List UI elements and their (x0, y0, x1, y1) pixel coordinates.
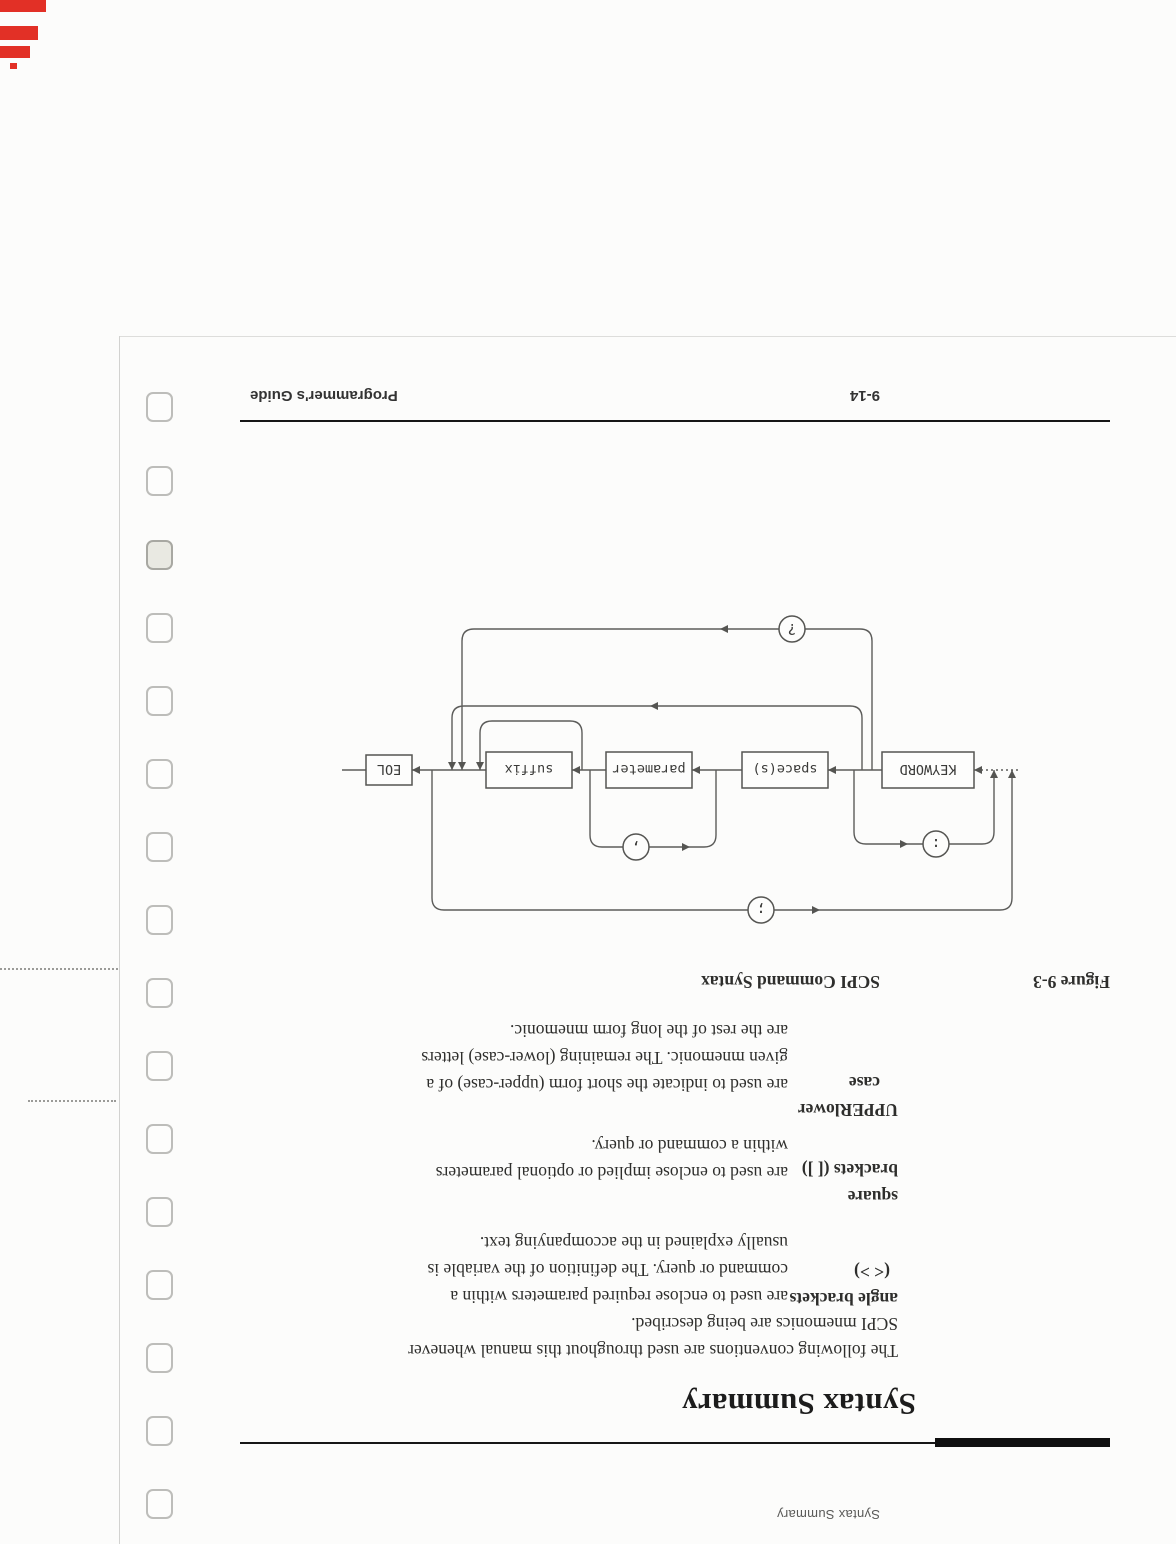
definition-desc: command or query. The definition of the variable is (427, 1260, 788, 1280)
arrowhead (900, 840, 908, 848)
footer-manual-title: Programmer's Guide (250, 387, 398, 404)
footer-rule (240, 420, 1110, 422)
figure-label: Figure 9-3 (1033, 972, 1110, 992)
definition-desc: within a command or query. (591, 1136, 788, 1156)
intro-line: SCPI mnemonics are being described. (631, 1314, 898, 1334)
query-branch (462, 629, 872, 770)
diagram-label-suffix: suffix (504, 761, 554, 777)
diagram-label-parameter: parameter (612, 761, 686, 777)
arrowhead (476, 762, 484, 770)
arrowhead (720, 625, 728, 633)
arrowhead (1008, 770, 1016, 778)
definition-desc: usually explained in the accompanying text. (479, 1233, 788, 1253)
page-title: Syntax Summary (681, 1387, 916, 1422)
definition-desc: are used to enclose implied or optional parameters (435, 1163, 788, 1183)
diagram-label-keyword: KEYWORD (899, 761, 957, 777)
arrowhead (458, 762, 466, 770)
definition-desc: are used to enclose required parameters within a (450, 1287, 788, 1307)
title-rule-thick-segment (935, 1438, 1110, 1447)
definition-desc: given mnemonic. The remaining (lower-case) letters (421, 1048, 788, 1068)
definition-term: case (848, 1073, 880, 1093)
arrowhead (572, 766, 580, 774)
definition-desc: are the rest of the long form mnemonic. (510, 1021, 788, 1041)
arrowhead (682, 843, 690, 851)
definition-term: square (847, 1187, 898, 1207)
footer-page-number: 9-14 (849, 387, 880, 404)
figure-caption: SCPI Command Syntax (701, 972, 880, 992)
definition-term: brackets ([ ]) (801, 1160, 898, 1180)
colon-label: : (931, 835, 941, 853)
definition-term: UPPERlower (797, 1100, 898, 1120)
arrowhead (412, 766, 420, 774)
running-header: Syntax Summary (776, 1507, 880, 1522)
arrowhead (828, 766, 836, 774)
arrowhead (812, 906, 820, 914)
semicolon-label: ; (756, 901, 766, 919)
arrowhead (974, 766, 982, 774)
intro-line: The following conventions are used throughout this manual whenever (408, 1341, 898, 1361)
definition-term: angle brackets (789, 1289, 898, 1309)
question-label: ? (787, 620, 797, 638)
arrowhead (448, 762, 456, 770)
definition-term: (< >) (854, 1262, 890, 1282)
arrowhead (990, 770, 998, 778)
comma-label: , (631, 839, 641, 857)
diagram-label-eol: EOL (376, 761, 402, 777)
scpi-syntax-diagram (340, 596, 1020, 946)
definition-desc: are used to indicate the short form (upper-case) of a (426, 1075, 788, 1095)
arrowhead (692, 766, 700, 774)
arrowhead (650, 702, 658, 710)
diagram-label-spaces: space(s) (752, 761, 818, 777)
